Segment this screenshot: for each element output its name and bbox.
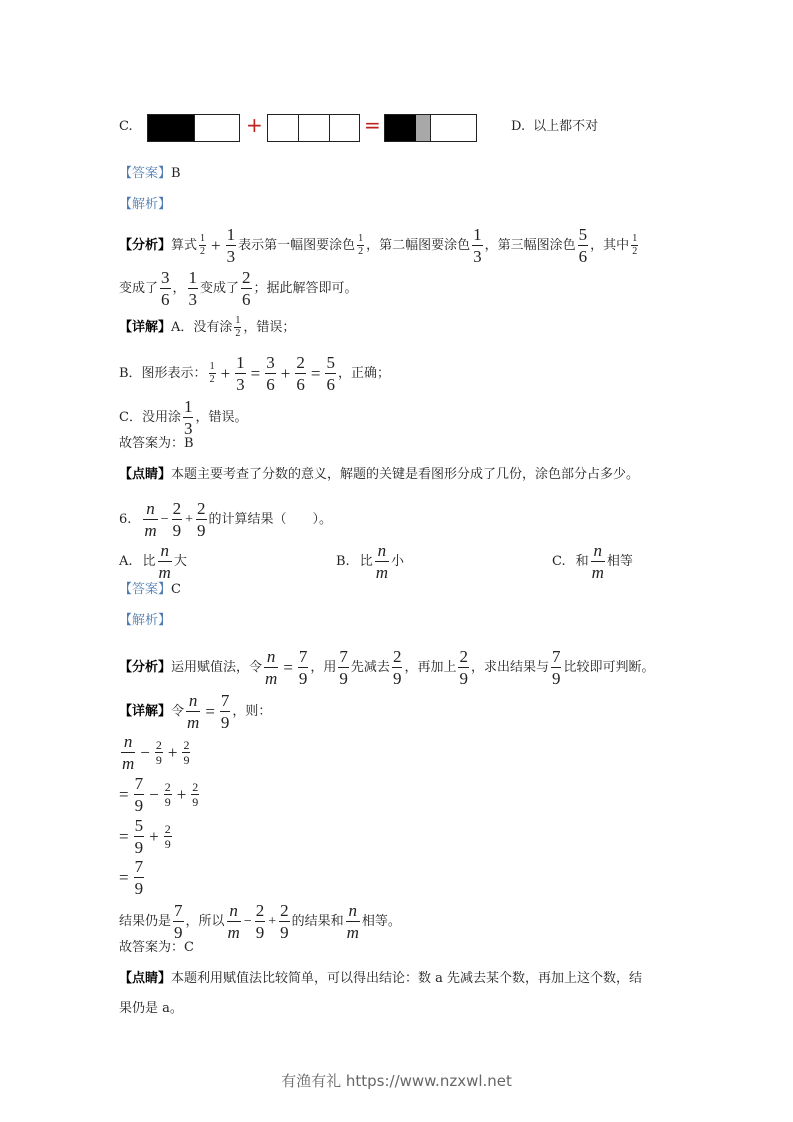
text: 果仍是 a。	[119, 1001, 183, 1016]
fraction-1-3: $\frac{1}{3}$	[188, 268, 198, 309]
text: ，第二幅图要涂色	[366, 238, 471, 253]
plus: +	[211, 236, 221, 255]
empty-cell	[430, 115, 476, 141]
empty-cell	[329, 115, 359, 141]
q5-dianjing	[119, 468, 639, 481]
shaded-cell	[148, 115, 194, 141]
fraction-n-m: $\frac{n}{m}$	[591, 541, 604, 582]
q6-option-c	[552, 542, 633, 581]
q5-xiangjie-b	[119, 354, 390, 393]
fraction-n-m: $\frac{n}{m}$	[187, 691, 200, 732]
text: ，用	[310, 660, 337, 675]
fraction-2-9: $\frac{2}{9}$	[197, 499, 206, 540]
text: 令	[171, 704, 185, 719]
fraction-n-m: $\frac{n}{m}$	[375, 541, 388, 582]
text: 先减去	[350, 660, 390, 675]
fraction-5-6: $\frac{5}{6}$	[578, 225, 588, 266]
option-d-text: 以上都不对	[533, 119, 599, 134]
text: B．图形表示：	[119, 366, 207, 381]
text: ，则：	[232, 704, 272, 719]
fraction-7-9: $\frac{7}{9}$	[220, 691, 230, 732]
minus: −	[149, 785, 159, 804]
fenxi-tag: 【分析】	[119, 238, 172, 253]
fraction-2-9: $\frac{2}{9}$	[280, 901, 289, 942]
fraction-2-9: $\frac{2}{9}$	[459, 647, 468, 688]
plus-sign: +	[246, 113, 263, 137]
plus: +	[176, 785, 187, 804]
q5-xiangjie-a	[119, 316, 295, 339]
text: 结果仍是	[119, 914, 172, 929]
dianjing-tag: 【点睛】	[119, 467, 172, 482]
q6-dianjing-line2	[119, 1002, 183, 1015]
text: A．没有涂	[171, 320, 233, 335]
text: ，所以	[185, 914, 225, 929]
fraction-2-9: $\frac{2}{9}$	[164, 780, 171, 809]
fraction-bar-result	[384, 114, 477, 142]
fraction-1-2: $\frac{1}{2}$	[209, 361, 215, 385]
fraction-3-6: $\frac{3}{6}$	[266, 353, 275, 394]
fraction-1-2: $\frac{1}{2}$	[235, 315, 241, 339]
q5-answer	[119, 167, 181, 180]
plus: +	[280, 364, 291, 383]
text: 比	[142, 554, 156, 569]
plus: +	[185, 511, 193, 527]
option-c-row	[119, 120, 133, 133]
answer-value: B	[171, 166, 181, 181]
fraction-7-9: $\frac{7}{9}$	[551, 647, 561, 688]
option-d	[511, 120, 598, 133]
text: 本题利用赋值法比较简单，可以得出结论：数 a 先减去某个数，再加上这个数，结	[171, 971, 643, 986]
fenxi-tag: 【分析】	[119, 660, 172, 675]
calc-step-2	[119, 775, 201, 814]
q6-answer	[119, 583, 181, 596]
fraction-n-m: $\frac{n}{m}$	[346, 901, 359, 942]
fraction-5-6: $\frac{5}{6}$	[326, 353, 335, 394]
answer-value: C	[171, 582, 181, 597]
q6-stem	[119, 500, 332, 539]
answer-tag: 【答案】	[119, 582, 172, 597]
text: ，	[172, 281, 186, 296]
fraction-7-9: $\frac{7}{9}$	[298, 647, 308, 688]
q6-conclusion	[119, 941, 194, 954]
calc-step-4	[119, 858, 146, 897]
option-label: C.	[552, 554, 566, 569]
text: 相等	[606, 554, 633, 569]
fraction-7-9: $\frac{7}{9}$	[134, 857, 144, 898]
text: ，正确；	[337, 366, 390, 381]
equals-sign: =	[364, 113, 381, 137]
minus: −	[160, 511, 169, 527]
calc-step-1	[119, 733, 192, 772]
equals: =	[250, 364, 261, 383]
fraction-7-9: $\frac{7}{9}$	[174, 901, 183, 942]
fraction-7-9: $\frac{7}{9}$	[339, 647, 348, 688]
empty-cell	[268, 115, 298, 141]
text: 的结果和	[291, 914, 344, 929]
equals: =	[283, 658, 293, 677]
fraction-1-2: $\frac{1}{2}$	[200, 233, 206, 257]
fraction-n-m: $\frac{n}{m}$	[122, 732, 135, 773]
fraction-7-9: $\frac{7}{9}$	[134, 774, 144, 815]
text: 比	[359, 554, 373, 569]
q6-fenxi	[119, 648, 654, 687]
text: 比较即可判断。	[563, 660, 655, 675]
text: 算式	[171, 238, 198, 253]
fraction-2-9: $\frac{2}{9}$	[192, 780, 199, 809]
fraction-1-3: $\frac{1}{3}$	[473, 225, 482, 266]
fraction-bar-half	[147, 114, 240, 142]
text: 变成了	[200, 281, 240, 296]
option-label: A.	[119, 554, 133, 569]
q5-xiangjie-c	[119, 398, 247, 437]
plus: +	[268, 913, 277, 929]
fraction-bar-third	[267, 114, 360, 142]
fraction-1-2: $\frac{1}{2}$	[632, 233, 638, 257]
q5-conclusion	[119, 437, 194, 450]
text: ，错误；	[243, 320, 296, 335]
xiangjie-tag: 【详解】	[119, 704, 172, 719]
empty-cell	[298, 115, 328, 141]
text: 表示第一幅图要涂色	[238, 238, 356, 253]
q6-result	[119, 902, 401, 941]
text: 变成了	[119, 281, 159, 296]
option-c-label: C.	[119, 119, 133, 134]
equals: =	[310, 364, 321, 383]
xiangjie-tag: 【详解】	[119, 320, 172, 335]
text: ，求出结果与	[470, 660, 549, 675]
answer-tag: 【答案】	[119, 166, 172, 181]
plus: +	[167, 743, 178, 762]
text: ，其中	[590, 238, 630, 253]
option-d-label: D.	[511, 119, 526, 134]
fraction-1-2: $\frac{1}{2}$	[358, 233, 364, 257]
plus: +	[149, 827, 159, 846]
text: 的计算结果（ ）。	[208, 512, 333, 527]
q6-option-a	[119, 542, 187, 581]
text: 本题主要考查了分数的意义，解题的关键是看图形分成了几份，涂色部分占多少。	[171, 467, 640, 482]
equals: =	[119, 785, 129, 804]
gray-cell	[416, 115, 431, 141]
text: 故答案为：B	[119, 436, 194, 451]
text: 小	[390, 554, 404, 569]
equals: =	[119, 827, 129, 846]
q5-fenxi-line1	[119, 226, 640, 265]
text: ，错误。	[195, 410, 248, 425]
fraction-n-m: $\frac{n}{m}$	[265, 647, 278, 688]
text: ，第三幅图涂色	[484, 238, 576, 253]
fraction-3-6: $\frac{3}{6}$	[161, 268, 170, 309]
fraction-n-m: $\frac{n}{m}$	[158, 541, 171, 582]
q6-xiangjie	[119, 692, 271, 731]
q6-option-b	[336, 542, 404, 581]
fraction-2-9: $\frac{2}{9}$	[183, 738, 190, 767]
footer-watermark: 有渔有礼 https://www.nzxwl.net	[281, 1072, 512, 1090]
dianjing-tag: 【点睛】	[119, 971, 172, 986]
question-number: 6.	[119, 512, 132, 527]
empty-cell	[194, 115, 240, 141]
equals: =	[205, 702, 215, 721]
q5-jiexi	[119, 198, 171, 211]
minus: −	[140, 743, 150, 762]
q6-jiexi	[119, 614, 171, 627]
jiexi-tag: 【解析】	[119, 613, 172, 628]
q6-dianjing-line1	[119, 972, 642, 985]
text: 和	[575, 554, 589, 569]
option-label: B.	[336, 554, 350, 569]
text: 大	[173, 554, 187, 569]
plus: +	[220, 364, 231, 383]
fraction-1-3: $\frac{1}{3}$	[226, 225, 236, 266]
text: ，再加上	[404, 660, 457, 675]
fraction-2-9: $\frac{2}{9}$	[164, 822, 171, 851]
text: 运用赋值法，令	[171, 660, 263, 675]
jiexi-tag: 【解析】	[119, 197, 172, 212]
text: 故答案为：C	[119, 940, 194, 955]
fraction-2-9: $\frac{2}{9}$	[392, 647, 402, 688]
fraction-2-9: $\frac{2}{9}$	[255, 901, 265, 942]
fraction-5-9: $\frac{5}{9}$	[134, 816, 144, 857]
fraction-1-3: $\frac{1}{3}$	[236, 353, 245, 394]
fraction-1-3: $\frac{1}{3}$	[183, 397, 193, 438]
text: 相等。	[361, 914, 401, 929]
minus: −	[243, 913, 252, 929]
text: C．没用涂	[119, 410, 181, 425]
fraction-2-6: $\frac{2}{6}$	[242, 268, 251, 309]
shaded-cell	[385, 115, 416, 141]
fraction-2-6: $\frac{2}{6}$	[296, 353, 305, 394]
fraction-2-9: $\frac{2}{9}$	[155, 738, 162, 767]
equals: =	[119, 868, 129, 887]
fraction-n-m: $\frac{n}{m}$	[144, 499, 157, 540]
calc-step-3	[119, 817, 174, 856]
fraction-2-9: $\frac{2}{9}$	[172, 499, 182, 540]
text: ；据此解答即可。	[253, 281, 358, 296]
q5-fenxi-line2	[119, 269, 358, 308]
fraction-n-m: $\frac{n}{m}$	[227, 901, 240, 942]
